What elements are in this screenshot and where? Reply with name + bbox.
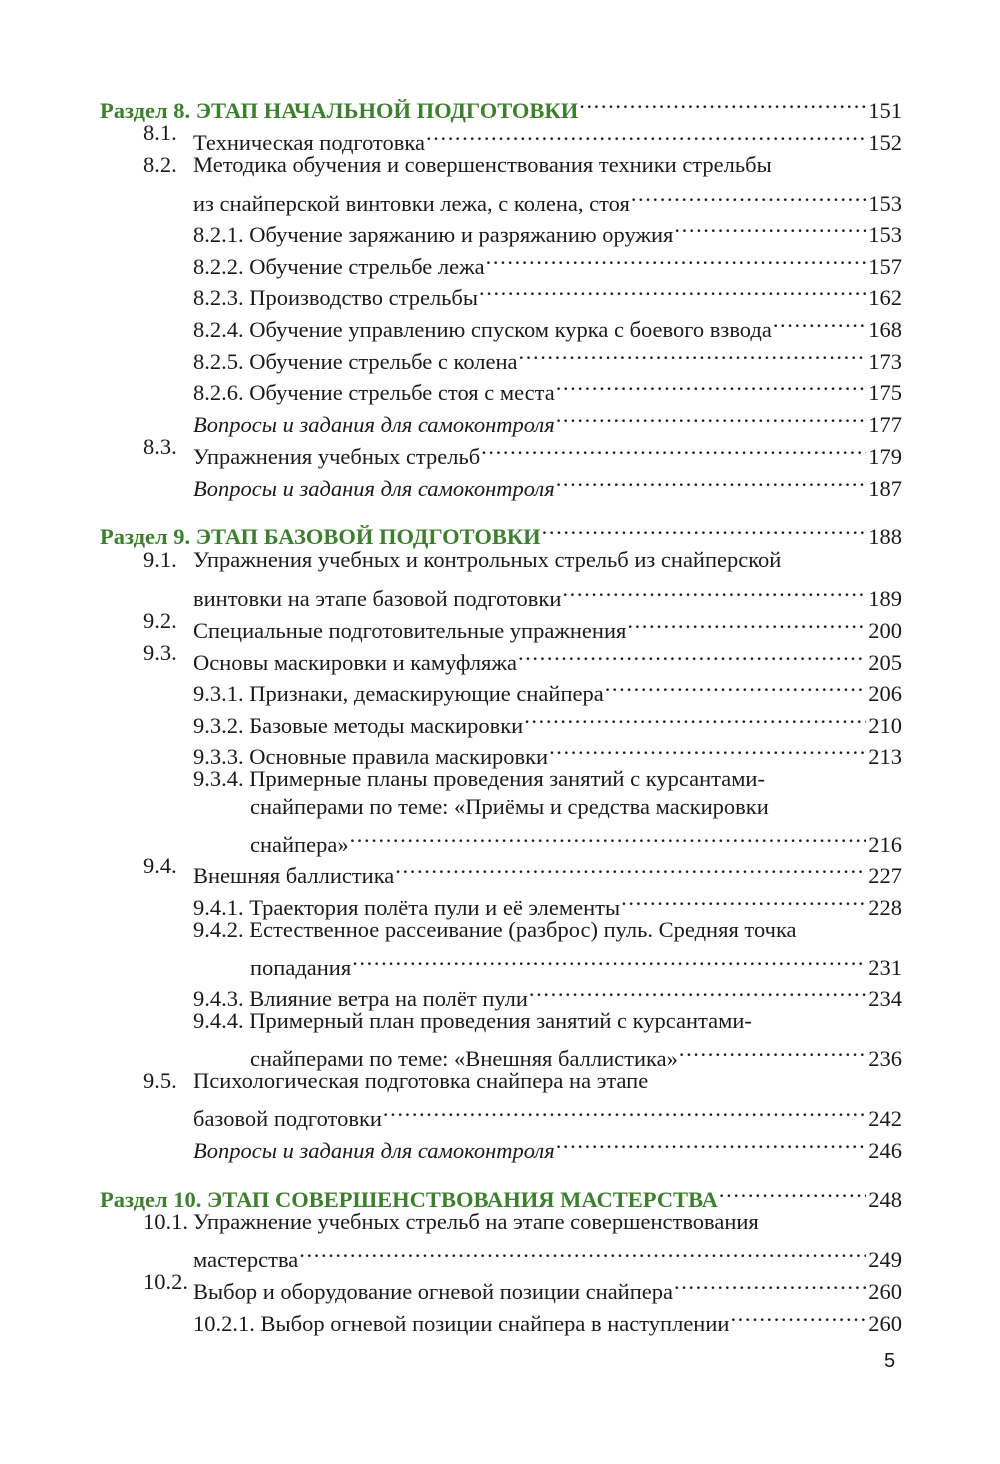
page-number: 153 xyxy=(868,222,902,247)
page-number: 200 xyxy=(868,618,902,643)
dot-leader xyxy=(518,636,866,670)
toc-row xyxy=(0,849,1000,888)
page-number: 206 xyxy=(868,681,902,706)
toc-row-continuation xyxy=(0,1092,1000,1131)
entry-title: мастерства xyxy=(193,1247,299,1272)
page-number: 234 xyxy=(868,986,902,1011)
toc-row xyxy=(0,1265,1000,1304)
toc-row xyxy=(0,667,1000,706)
dot-leader xyxy=(486,240,867,274)
dot-leader xyxy=(524,699,866,733)
entry-title: Основы маскировки и камуфляжа xyxy=(193,650,517,675)
entry-title: 9.4.4. Примерный план проведения занятий с курсантами- xyxy=(193,1008,752,1033)
dot-leader xyxy=(627,604,866,638)
entry-number: 8.3. xyxy=(143,434,177,459)
entry-title: 8.2.2. Обучение стрельбе лежа xyxy=(193,254,485,279)
page-number: 151 xyxy=(868,98,902,123)
entry-title: 8.2.3. Производство стрельбы xyxy=(193,285,478,310)
dot-leader xyxy=(481,430,866,464)
toc-row xyxy=(0,972,1000,1011)
entry-title: 8.2.5. Обучение стрельбе с колена xyxy=(193,349,518,374)
page-number: 246 xyxy=(868,1138,902,1163)
page-number: 177 xyxy=(868,412,902,437)
entry-title: Внешняя баллистика xyxy=(193,863,395,888)
entry-number: 9.4. xyxy=(143,853,177,878)
toc-row xyxy=(0,240,1000,279)
toc-row xyxy=(0,730,1000,769)
dot-leader xyxy=(579,84,866,118)
toc-row xyxy=(0,881,1000,920)
toc-row xyxy=(0,1297,1000,1336)
entry-title: 8.2.1. Обучение заряжанию и разряжанию оружия xyxy=(193,222,674,247)
toc-row xyxy=(0,208,1000,247)
dot-leader xyxy=(674,208,866,242)
dot-leader xyxy=(542,510,867,544)
dot-leader xyxy=(679,1032,866,1066)
page-number: 236 xyxy=(868,1046,902,1071)
entry-title: Вопросы и задания для самоконтроля xyxy=(193,412,555,437)
section-9-heading xyxy=(0,510,1000,549)
toc-row-continuation xyxy=(0,1032,1000,1071)
entry-title: Выбор и оборудование огневой позиции снайпера xyxy=(193,1279,673,1304)
dot-leader xyxy=(556,366,867,400)
entry-title: Методика обучения и совершенствования техники стрельбы xyxy=(193,152,772,177)
dot-leader xyxy=(556,462,867,496)
section-title: Раздел 10. ЭТАП СОВЕРШЕНСТВОВАНИЯ МАСТЕРСТВА xyxy=(100,1187,718,1212)
entry-title: 9.3.3. Основные правила маскировки xyxy=(193,744,549,769)
section-title: Раздел 8. ЭТАП НАЧАЛЬНОЙ ПОДГОТОВКИ xyxy=(100,98,579,123)
toc-entry xyxy=(193,462,902,506)
entry-title: попадания xyxy=(250,955,352,980)
dot-leader xyxy=(299,1233,866,1267)
page-number: 227 xyxy=(868,863,902,888)
dot-leader xyxy=(719,1173,866,1207)
page-number: 260 xyxy=(868,1279,902,1304)
page-number: 213 xyxy=(868,744,902,769)
toc-row-continuation xyxy=(0,941,1000,980)
toc-row xyxy=(0,699,1000,738)
toc-row-continuation xyxy=(0,818,1000,857)
toc-row xyxy=(0,636,1000,675)
page-number: 188 xyxy=(868,524,902,549)
dot-leader xyxy=(562,572,866,606)
page-number: 216 xyxy=(868,832,902,857)
page-number: 248 xyxy=(868,1187,902,1212)
page-number: 231 xyxy=(868,955,902,980)
entry-number: 9.2. xyxy=(143,608,177,633)
entry-title: Вопросы и задания для самоконтроля xyxy=(193,476,555,501)
dot-leader xyxy=(605,667,867,701)
entry-title: 9.4.2. Естественное рассеивание (разброс) пуль. Средняя точка xyxy=(193,917,797,942)
entry-title: базовой подготовки xyxy=(193,1106,382,1131)
dot-leader xyxy=(350,818,867,852)
page-number: 173 xyxy=(868,349,902,374)
page-number: 260 xyxy=(868,1311,902,1336)
page-number: 205 xyxy=(868,650,902,675)
page-number: 168 xyxy=(868,317,902,342)
entry-title: 9.3.4. Примерные планы проведения занятий с курсантами- xyxy=(193,766,765,791)
entry-title: 9.4.1. Траектория полёта пули и её элементы xyxy=(193,895,621,920)
dot-leader xyxy=(773,303,866,337)
toc-row xyxy=(0,366,1000,405)
page-number: 187 xyxy=(868,476,902,501)
page-number: 179 xyxy=(868,444,902,469)
toc-row-questions xyxy=(0,462,1000,501)
entry-title: 9.4.3. Влияние ветра на полёт пули xyxy=(193,986,528,1011)
dot-leader xyxy=(674,1265,866,1299)
entry-number: 9.5. xyxy=(143,1068,177,1093)
entry-title: снайпера» xyxy=(250,832,349,857)
toc-entry xyxy=(193,1297,902,1341)
toc-row-continuation xyxy=(0,177,1000,216)
dot-leader xyxy=(631,177,866,211)
entry-title: снайперами по теме: «Приёмы и средства маскировки xyxy=(250,794,769,819)
dot-leader xyxy=(730,1297,866,1331)
toc-row xyxy=(0,604,1000,643)
entry-title: Техническая подготовка xyxy=(193,130,426,155)
entry-number: 10.2. xyxy=(143,1269,188,1294)
dot-leader xyxy=(426,116,866,150)
entry-number: 9.3. xyxy=(143,640,177,665)
toc-entry xyxy=(193,1124,902,1168)
toc-row-questions xyxy=(0,398,1000,437)
entry-title: Упражнение учебных стрельб на этапе совершенствования xyxy=(193,1209,759,1234)
entry-title: Психологическая подготовка снайпера на этапе xyxy=(193,1068,649,1093)
entry-number: 10.1. xyxy=(143,1209,188,1234)
dot-leader xyxy=(529,972,866,1006)
page-folio: 5 xyxy=(884,1350,896,1372)
toc-row-questions xyxy=(0,1124,1000,1163)
toc-row xyxy=(0,116,1000,155)
dot-leader xyxy=(395,849,866,883)
dot-leader xyxy=(352,941,866,975)
entry-title: Вопросы и задания для самоконтроля xyxy=(193,1138,555,1163)
section-10-heading xyxy=(0,1173,1000,1212)
page-number: 153 xyxy=(868,191,902,216)
section-title: Раздел 9. ЭТАП БАЗОВОЙ ПОДГОТОВКИ xyxy=(100,524,541,549)
toc-row-continuation xyxy=(0,1233,1000,1272)
entry-number: 9.1. xyxy=(143,547,177,572)
entry-title: Специальные подготовительные упражнения xyxy=(193,618,627,643)
toc-row-continuation xyxy=(0,572,1000,611)
toc-row xyxy=(0,335,1000,374)
dot-leader xyxy=(621,881,866,915)
page-number: 152 xyxy=(868,130,902,155)
page-number: 249 xyxy=(868,1247,902,1272)
dot-leader xyxy=(519,335,867,369)
dot-leader xyxy=(549,730,866,764)
page-number: 175 xyxy=(868,380,902,405)
entry-number: 8.1. xyxy=(143,120,177,145)
toc-row xyxy=(0,430,1000,469)
entry-title: из снайперской винтовки лежа, с колена, стоя xyxy=(193,191,630,216)
page-number: 162 xyxy=(868,285,902,310)
entry-title: Упражнения учебных стрельб xyxy=(193,444,481,469)
entry-title: Упражнения учебных и контрольных стрельб из снайперской xyxy=(193,547,782,572)
dot-leader xyxy=(556,1124,867,1158)
dot-leader xyxy=(383,1092,866,1126)
entry-title: винтовки на этапе базовой подготовки xyxy=(193,586,562,611)
page-number: 157 xyxy=(868,254,902,279)
toc-row xyxy=(0,303,1000,342)
entry-title: 10.2.1. Выбор огневой позиции снайпера в наступлении xyxy=(193,1311,730,1336)
dot-leader xyxy=(479,271,866,305)
page-number: 210 xyxy=(868,713,902,738)
entry-number: 8.2. xyxy=(143,152,177,177)
page-number: 189 xyxy=(868,586,902,611)
dot-leader xyxy=(556,398,867,432)
entry-title: 8.2.6. Обучение стрельбе стоя с места xyxy=(193,380,555,405)
entry-title: 9.3.2. Базовые методы маскировки xyxy=(193,713,524,738)
section-8-heading xyxy=(0,84,1000,123)
entry-title: снайперами по теме: «Внешняя баллистика» xyxy=(250,1046,678,1071)
entry-title: 8.2.4. Обучение управлению спуском курка с боевого взвода xyxy=(193,317,772,342)
page-number: 242 xyxy=(868,1106,902,1131)
entry-title: 9.3.1. Признаки, демаскирующие снайпера xyxy=(193,681,604,706)
page-number: 228 xyxy=(868,895,902,920)
toc-row xyxy=(0,271,1000,310)
